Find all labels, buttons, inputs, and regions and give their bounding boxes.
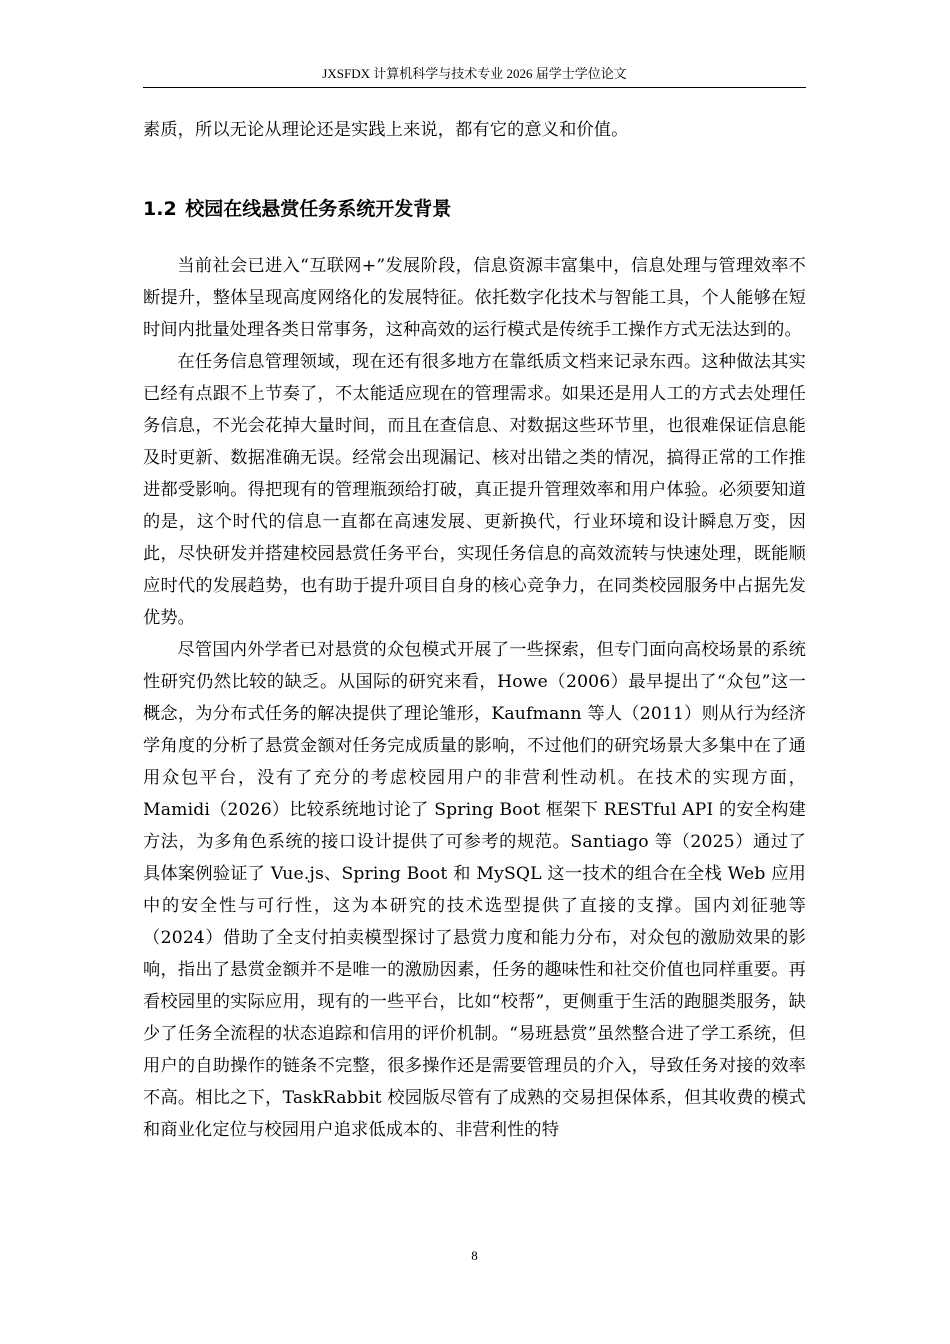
carryover-paragraph: 素质，所以无论从理论还是实践上来说，都有它的意义和价值。 bbox=[143, 120, 629, 140]
header-rule bbox=[143, 87, 806, 88]
body-paragraph: 在任务信息管理领域，现在还有很多地方在靠纸质文档来记录东西。这种做法其实已经有点跟不上节奏了，不太能适应现在的管理需求。如果还是用人工的方式去处理任务信息，不光会花掉大量时间，而且在查信息、对数据这些环节里，也很难保证信息能及时更新、数据准确无误。经常会出现漏记、核对出错之类的情况，搞得正常的工作推进都受影响。得把现有的管理瓶颈给打破，真正提升管理效率和用户体验。必须要知道的是，这个时代的信息一直都在高速发展、更新换代，行业环境和设计瞬息万变，因此，尽快研发并搭建校园悬赏任务平台，实现任务信息的高效流转与快速处理，既能顺应时代的发展趋势，也有助于提升项目自身的核心竞争力，在同类校园服务中占据先发优势。 bbox=[143, 352, 806, 628]
section-heading bbox=[143, 193, 806, 225]
section-title: 校园在线悬赏任务系统开发背景 bbox=[185, 198, 452, 220]
running-header: JXSFDX 计算机科学与技术专业 2026 届学士学位论文 bbox=[322, 66, 627, 81]
page-number: 8 bbox=[471, 1248, 478, 1263]
body-paragraph: 尽管国内外学者已对悬赏的众包模式开展了一些探索，但专门面向高校场景的系统性研究仍然比较的缺乏。从国际的研究来看，Howe（2006）最早提出了“众包”这一概念，为分布式任务的解决提供了理论雏形，Kaufmann 等人（2011）则从行为经济学角度的分析了悬赏金额对任务完成质量的影响，不过他们的研究场景大多集中在了通用众包平台，没有了充分的考虑校园用户的非营利性动机。在技术的实现方面，Mamidi（2026）比较系统地讨论了 Spring Boot 框架下 RESTful API 的安全构建方法，为多角色系统的接口设计提供了可参考的规范。Santiago 等（2025）通过了具体案例验证了 Vue.js、Spring Boot 和 MySQL 这一技术的组合在全栈 Web 应用中的安全性与可行性，这为本研究的技术选型提供了直接的支撑。国内刘征驰等（2024）借助了全支付拍卖模型探讨了悬赏力度和能力分布，对众包的激励效果的影响，指出了悬赏金额并不是唯一的激励因素，任务的趣味性和社交价值也同样重要。再看校园里的实际应用，现有的一些平台，比如“校帮”，更侧重于生活的跑腿类服务，缺少了任务全流程的状态追踪和信用的评价机制。“易班悬赏”虽然整合进了学工系统，但用户的自助操作的链条不完整，很多操作还是需要管理员的介入，导致任务对接的效率不高。相比之下，TaskRabbit 校园版尽管有了成熟的交易担保体系，但其收费的模式和商业化定位与校园用户追求低成本的、非营利性的特 bbox=[143, 640, 806, 1140]
section-number: 1.2 bbox=[143, 198, 177, 220]
page-body bbox=[143, 114, 806, 1146]
body-paragraph: 当前社会已进入“互联网+”发展阶段，信息资源丰富集中，信息处理与管理效率不断提升，整体呈现高度网络化的发展特征。依托数字化技术与智能工具，个人能够在短时间内批量处理各类日常事务，这种高效的运行模式是传统手工操作方式无法达到的。 bbox=[143, 256, 806, 340]
